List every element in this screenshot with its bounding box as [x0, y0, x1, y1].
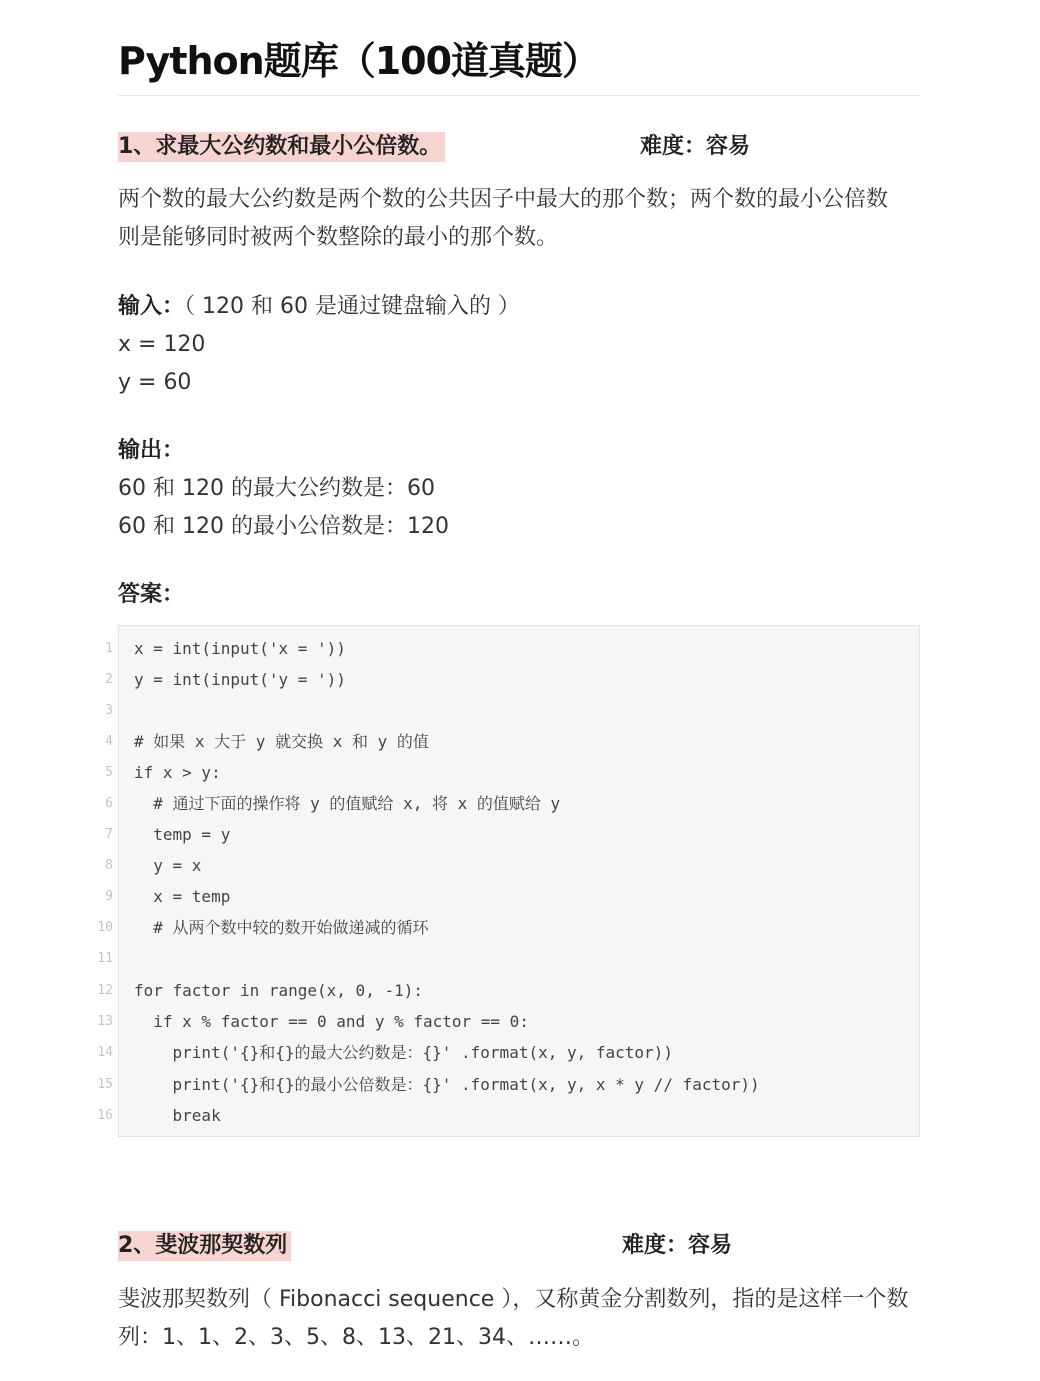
- page-title: Python题库（100道真题）: [118, 39, 600, 83]
- code-line: [97, 912, 919, 943]
- code-line: [105, 757, 919, 788]
- code-text: y = x: [134, 856, 202, 875]
- line-number: 16: [97, 1108, 113, 1123]
- output-label: 输出：: [118, 438, 185, 463]
- input-line: y = 60: [118, 370, 192, 395]
- answer-label: 答案：: [118, 582, 185, 607]
- line-number: 14: [97, 1045, 113, 1060]
- input-note: （ 120 和 60 是通过键盘输入的 ）: [184, 294, 520, 319]
- question-1-output: [118, 432, 918, 546]
- question-1-header: [118, 132, 920, 166]
- output-line: 60 和 120 的最大公约数是：60: [118, 476, 435, 501]
- code-line: [97, 1069, 919, 1100]
- description-line: 则是能够同时被两个数整除的最小的那个数。: [118, 225, 559, 250]
- question-1-description: [118, 181, 918, 257]
- line-number: 11: [97, 951, 113, 966]
- description-line: 列：1、1、2、3、5、8、13、21、34、……。: [118, 1325, 594, 1350]
- code-line: [105, 695, 919, 726]
- line-number: 15: [97, 1077, 113, 1092]
- code-text: if x > y:: [134, 763, 221, 782]
- question-1-title: 1、求最大公约数和最小公倍数。: [118, 132, 445, 162]
- code-line: [97, 1006, 919, 1037]
- line-number: 6: [105, 796, 113, 811]
- code-line: [97, 1037, 919, 1068]
- code-line: [105, 819, 919, 850]
- code-block: [97, 625, 920, 1137]
- question-2-difficulty: 难度：容易: [622, 1233, 733, 1258]
- question-2-description: [118, 1281, 918, 1357]
- question-1-answer: [118, 576, 918, 614]
- output-line: 60 和 120 的最小公倍数是：120: [118, 514, 449, 539]
- code-line: [97, 943, 919, 974]
- code-line: [105, 788, 919, 819]
- code-text: print('{}和{}的最小公倍数是：{}' .format(x, y, x * y // factor)): [134, 1075, 760, 1094]
- question-2-title: 2、斐波那契数列: [118, 1231, 291, 1261]
- question-1-difficulty: 难度：容易: [640, 134, 751, 159]
- line-number: 7: [105, 827, 113, 842]
- line-number: 13: [97, 1014, 113, 1029]
- code-text: x = int(input('x = ')): [134, 639, 346, 658]
- title-divider: [118, 95, 920, 96]
- input-line: x = 120: [118, 332, 206, 357]
- code-text: for factor in range(x, 0, -1):: [134, 981, 423, 1000]
- line-number: 10: [97, 920, 113, 935]
- line-number: 9: [105, 889, 113, 904]
- question-2-header: [118, 1231, 920, 1265]
- description-line: 斐波那契数列（ Fibonacci sequence ），又称黄金分割数列，指的是这样一个数: [118, 1287, 909, 1312]
- code-text: # 从两个数中较的数开始做递减的循环: [134, 918, 429, 937]
- code-text: if x % factor == 0 and y % factor == 0:: [134, 1012, 529, 1031]
- code-line: [105, 664, 919, 695]
- code-text: x = temp: [134, 887, 231, 906]
- line-number: 5: [105, 765, 113, 780]
- input-label: 输入：: [118, 294, 185, 319]
- code-text: y = int(input('y = ')): [134, 670, 346, 689]
- line-number: 2: [105, 672, 113, 687]
- code-line: [105, 881, 919, 912]
- line-number: 8: [105, 858, 113, 873]
- question-1-input: [118, 288, 918, 402]
- description-line: 两个数的最大公约数是两个数的公共因子中最大的那个数；两个数的最小公倍数: [118, 187, 889, 212]
- line-number: 12: [97, 983, 113, 998]
- code-text: break: [134, 1106, 221, 1125]
- code-line: [105, 850, 919, 881]
- code-line: [105, 726, 919, 757]
- code-line: [97, 1100, 919, 1131]
- code-text: temp = y: [134, 825, 231, 844]
- line-number: 3: [105, 703, 113, 718]
- line-number: 4: [105, 734, 113, 749]
- code-line: [97, 975, 919, 1006]
- line-number: 1: [105, 641, 113, 656]
- code-line: [105, 633, 919, 664]
- code-text: print('{}和{}的最大公约数是：{}' .format(x, y, factor)): [134, 1043, 673, 1062]
- code-text: # 通过下面的操作将 y 的值赋给 x, 将 x 的值赋给 y: [134, 794, 561, 813]
- code-text: # 如果 x 大于 y 就交换 x 和 y 的值: [134, 732, 429, 751]
